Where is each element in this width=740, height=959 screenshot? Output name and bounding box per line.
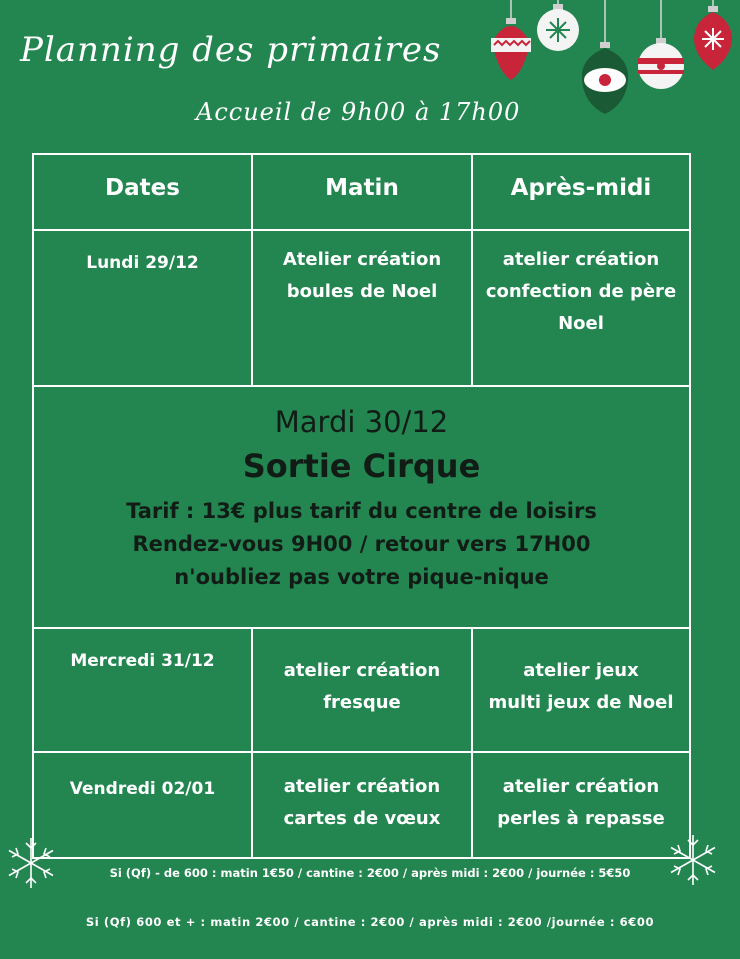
special-line: n'oubliez pas votre pique-nique [174,565,549,589]
special-line: Tarif : 13€ plus tarif du centre de loisirs [126,499,597,523]
activity-line: perles à repasse [497,808,665,829]
activity-line: boules de Noel [286,281,438,302]
date-cell: Lundi 29/12 [86,253,199,273]
activity-line: multi jeux de Noel [488,692,674,713]
header-apres-midi: Après-midi [510,175,652,201]
special-line: Rendez-vous 9H00 / retour vers 17H00 [132,532,591,556]
pricing-line-low: Si (Qf) - de 600 : matin 1€50 / cantine : 2€00 / après midi : 2€00 / journée : 5€50 [109,866,631,880]
date-cell: Vendredi 02/01 [69,779,216,799]
matin-cell [253,655,471,719]
special-title: Sortie Cirque [242,447,481,485]
row-divider [34,229,689,231]
pricing-line-high: Si (Qf) 600 et + : matin 2€00 / cantine : 2€00 / après midi : 2€00 /journée : 6€00 [85,915,655,929]
activity-line: confection de père [485,281,677,302]
date-cell: Mercredi 31/12 [70,651,215,671]
activity-line: fresque [323,692,401,713]
row-divider [34,385,689,387]
matin-cell [253,244,471,308]
header-dates: Dates [105,175,180,201]
activity-line: Noel [558,313,604,334]
white-red-ornament-icon [638,0,684,89]
white-ornament-icon [537,0,579,51]
activity-line: atelier jeux [523,660,639,681]
apres-midi-cell [473,655,689,719]
snowflake-icon [4,836,58,890]
activity-line: Atelier création [282,249,442,270]
page-title: Planning des primaires [20,30,442,70]
apres-midi-cell [473,771,689,835]
christmas-ornaments-icon [480,0,740,125]
green-ornament-icon [582,0,628,114]
apres-midi-cell [473,244,689,340]
schedule-table [32,153,691,859]
page-subtitle: Accueil de 9h00 à 17h00 [196,98,521,126]
red-ornament-icon [491,0,531,80]
activity-line: atelier création [283,776,441,797]
activity-line: atelier création [502,776,660,797]
activity-line: atelier création [283,660,441,681]
row-divider [34,751,689,753]
matin-cell [253,771,471,835]
special-date: Mardi 30/12 [274,405,449,439]
special-event-cell [34,405,689,594]
header-matin: Matin [325,175,399,201]
activity-line: atelier création [502,249,660,270]
red-drop-ornament-icon [694,0,732,70]
row-divider [34,627,689,629]
activity-line: cartes de vœux [283,808,441,829]
